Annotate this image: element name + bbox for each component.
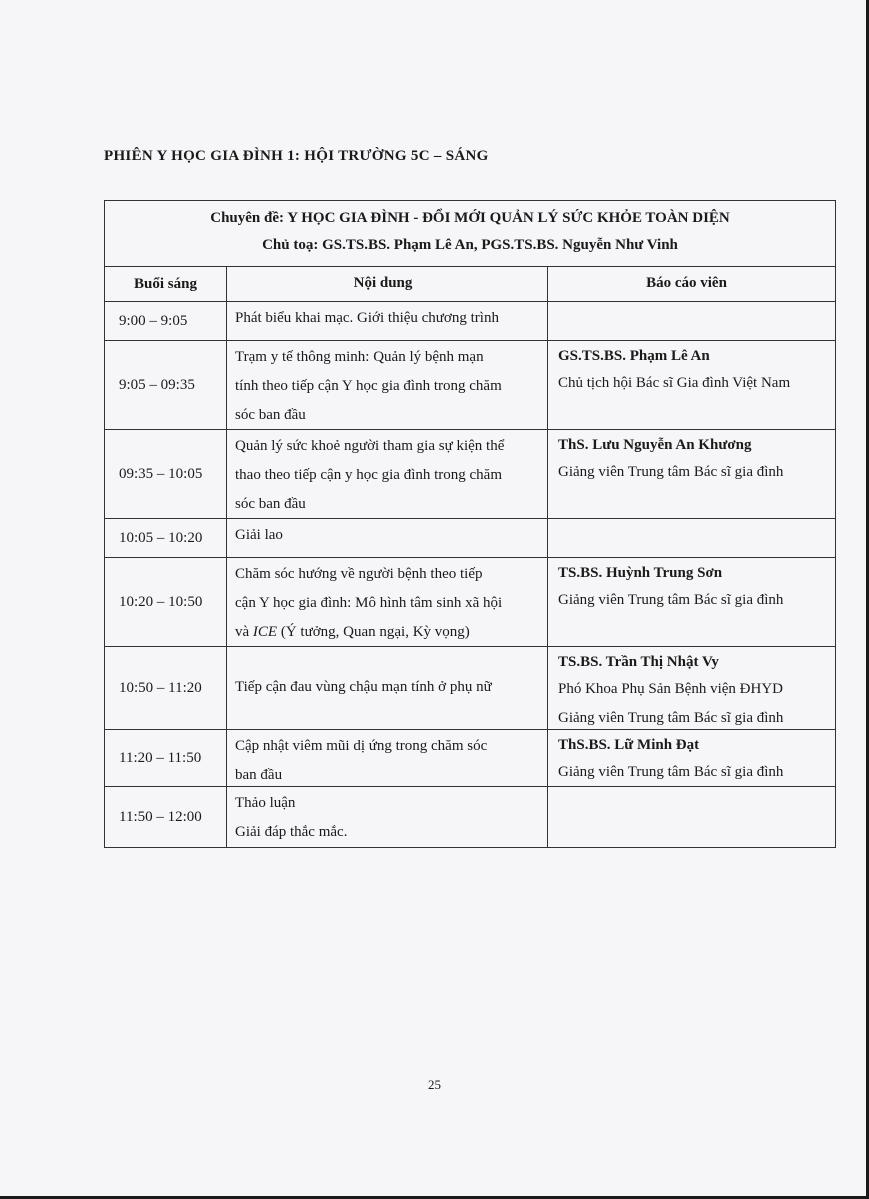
content-line: và ICE (Ý tưởng, Quan ngại, Kỳ vọng) xyxy=(235,624,470,640)
content-line: ban đầu xyxy=(235,767,283,783)
column-header-time: Buổi sáng xyxy=(105,267,227,301)
content-line: tính theo tiếp cận Y học gia đình trong chăm xyxy=(235,378,502,394)
content-line: Chăm sóc hướng về người bệnh theo tiếp xyxy=(235,566,483,582)
speaker-cell xyxy=(548,302,835,340)
content-cell xyxy=(227,302,548,340)
speaker-role: Phó Khoa Phụ Sản Bệnh viện ĐHYD xyxy=(558,681,783,697)
content-cell xyxy=(227,341,548,429)
content-line: Giải lao xyxy=(235,527,283,543)
table-row xyxy=(105,519,835,558)
speaker-cell xyxy=(548,730,835,786)
speaker-name: TS.BS. Huỳnh Trung Sơn xyxy=(558,565,723,581)
speaker-cell xyxy=(548,519,835,557)
content-line: thao theo tiếp cận y học gia đình trong chăm xyxy=(235,467,503,483)
speaker-cell xyxy=(548,787,835,847)
column-header-content: Nội dung xyxy=(227,267,548,301)
content-line: sóc ban đầu xyxy=(235,496,306,512)
table-row xyxy=(105,302,835,341)
content-cell xyxy=(227,430,548,518)
topic-heading: Chuyên đề: Y HỌC GIA ĐÌNH - ĐỔI MỚI QUẢN LÝ SỨC KHỎE TOÀN DIỆN xyxy=(210,210,730,226)
table-row xyxy=(105,558,835,647)
speaker-cell xyxy=(548,558,835,646)
schedule-table xyxy=(104,200,836,848)
content-line: Thảo luận xyxy=(235,795,296,811)
content-cell xyxy=(227,647,548,729)
column-header-row xyxy=(105,267,835,302)
speaker-role: Giảng viên Trung tâm Bác sĩ gia đình xyxy=(558,592,784,608)
table-row xyxy=(105,730,835,787)
speaker-cell xyxy=(548,430,835,518)
table-row xyxy=(105,341,835,430)
speaker-role: Giảng viên Trung tâm Bác sĩ gia đình xyxy=(558,764,784,780)
content-cell xyxy=(227,730,548,786)
time-cell: 09:35 – 10:05 xyxy=(105,430,227,518)
table-body xyxy=(105,302,835,847)
speaker-name: ThS.BS. Lữ Minh Đạt xyxy=(558,737,700,753)
time-cell: 9:05 – 09:35 xyxy=(105,341,227,429)
speaker-name: ThS. Lưu Nguyễn An Khương xyxy=(558,437,752,453)
column-header-speaker: Báo cáo viên xyxy=(646,275,727,291)
content-cell xyxy=(227,519,548,557)
time-cell: 10:20 – 10:50 xyxy=(105,558,227,646)
table-row xyxy=(105,787,835,847)
content-line: Trạm y tế thông minh: Quản lý bệnh mạn xyxy=(235,349,484,365)
speaker-name: TS.BS. Trần Thị Nhật Vy xyxy=(558,654,719,670)
time-cell: 11:20 – 11:50 xyxy=(105,730,227,786)
speaker-role: Giảng viên Trung tâm Bác sĩ gia đình xyxy=(558,464,784,480)
ice-term: ICE xyxy=(252,624,278,640)
content-cell xyxy=(227,787,548,847)
content-line: Cập nhật viêm mũi dị ứng trong chăm sóc xyxy=(235,738,488,754)
table-row xyxy=(105,430,835,519)
content-line: Quản lý sức khoẻ người tham gia sự kiện thể xyxy=(235,438,505,454)
content-line: Phát biểu khai mạc. Giới thiệu chương trình xyxy=(235,310,499,326)
time-cell: 9:00 – 9:05 xyxy=(105,302,227,340)
content-line: sóc ban đầu xyxy=(235,407,306,423)
time-cell: 11:50 – 12:00 xyxy=(105,787,227,847)
table-row xyxy=(105,647,835,730)
time-cell: 10:50 – 11:20 xyxy=(105,647,227,729)
page-number: 25 xyxy=(428,1077,441,1092)
content-cell xyxy=(227,558,548,646)
time-cell: 10:05 – 10:20 xyxy=(105,519,227,557)
content-line: Tiếp cận đau vùng chậu mạn tính ở phụ nữ xyxy=(235,679,492,695)
speaker-role: Chủ tịch hội Bác sĩ Gia đình Việt Nam xyxy=(558,375,791,391)
content-line: Giải đáp thắc mắc. xyxy=(235,824,348,840)
session-title: PHIÊN Y HỌC GIA ĐÌNH 1: HỘI TRƯỜNG 5C – SÁNG xyxy=(104,148,489,164)
table-header xyxy=(105,201,835,267)
speaker-role: Giảng viên Trung tâm Bác sĩ gia đình xyxy=(558,710,784,726)
speaker-cell xyxy=(548,647,835,729)
chairs-heading: Chủ toạ: GS.TS.BS. Phạm Lê An, PGS.TS.BS. Nguyễn Như Vinh xyxy=(262,237,678,253)
speaker-name: GS.TS.BS. Phạm Lê An xyxy=(558,348,710,364)
content-line: cận Y học gia đình: Mô hình tâm sinh xã hội xyxy=(235,595,503,611)
speaker-cell xyxy=(548,341,835,429)
